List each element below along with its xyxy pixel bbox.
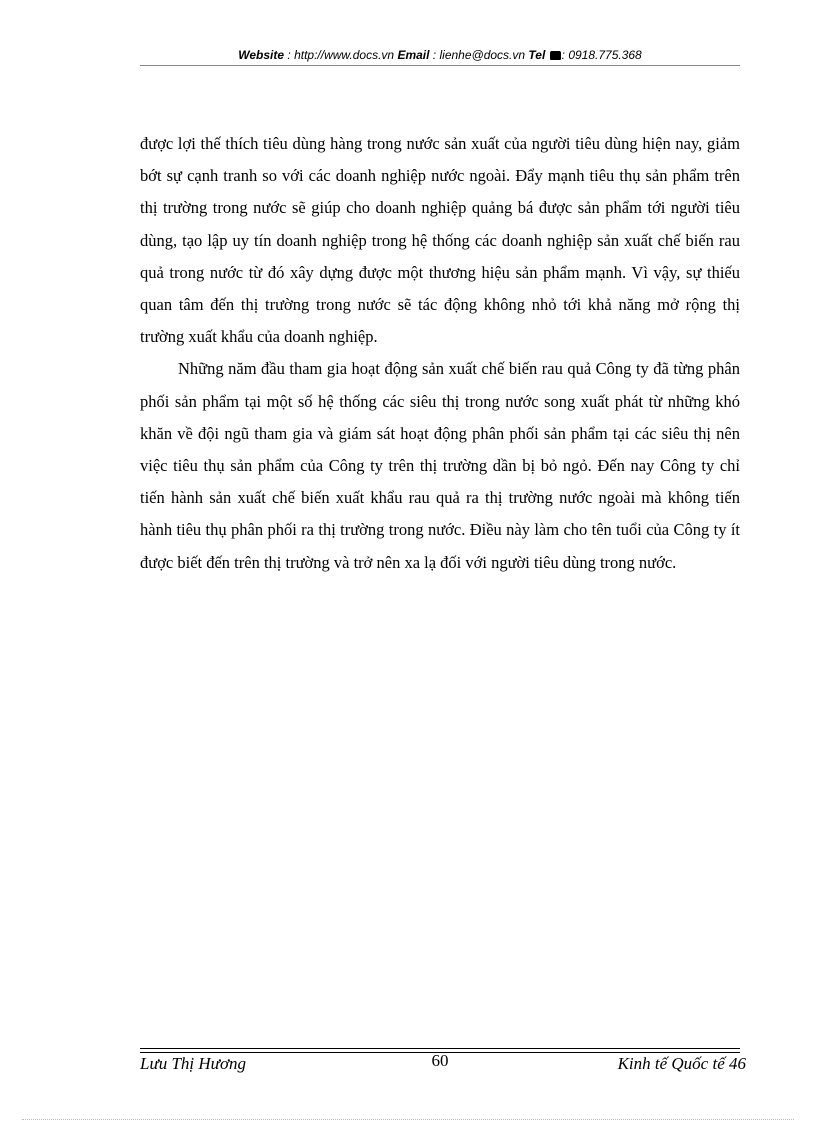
- email-link[interactable]: lienhe@docs.vn: [439, 48, 526, 62]
- tel-label: Tel: [528, 48, 546, 62]
- header-divider: [140, 65, 740, 66]
- website-link[interactable]: http://www.docs.vn: [294, 48, 395, 62]
- website-label: Website: [238, 48, 285, 62]
- email-label: Email: [397, 48, 430, 62]
- paragraph-1: được lợi thế thích tiêu dùng hàng trong nước sản xuất của người tiêu dùng hiện nay, giảm bớt sự cạnh tranh so với các doanh nghiệp nước ngoài. Đẩy mạnh tiêu thụ sản phẩm trên thị trường trong nước sẽ giúp cho doanh nghiệp quảng bá được sản phẩm tới người tiêu dùng, tạo lập uy tín doanh nghiệp trong hệ thống các doanh nghiệp sản xuất chế biến rau quả trong nước từ đó xây dựng được một thương hiệu sản phẩm mạnh. Vì vậy, sự thiếu quan tâm đến thị trường trong nước sẽ tác động không nhỏ tới khả năng mở rộng thị trường xuất khẩu của doanh nghiệp.: [140, 134, 740, 347]
- tel-value: 0918.775.368: [568, 48, 642, 62]
- paragraph-2: Những năm đầu tham gia hoạt động sản xuất chế biến rau quả Công ty đã từng phân phối sản phẩm tại một số hệ thống các siêu thị trong nước song xuất phát từ những khó khăn về đội ngũ tham gia và giám sát hoạt động phân phối sản phẩm tại các siêu thị nên việc tiêu thụ sản phẩm của Công ty trên thị trường dần bị bỏ ngỏ. Đến nay Công ty chỉ tiến hành sản xuất chế biến xuất khẩu rau quả ra thị trường nước ngoài mà không tiến hành tiêu thụ phân phối ra thị trường trong nước. Điều này làm cho tên tuổi của Công ty ít được biết đến trên thị trường và trở nên xa lạ đối với người tiêu dùng trong nước.: [140, 359, 740, 572]
- page-bottom-edge: [22, 1119, 794, 1120]
- page-number: 60: [431, 1051, 449, 1070]
- page-footer: [140, 1051, 746, 1076]
- footer-course: Kinh tế Quốc tế 46: [617, 1054, 746, 1073]
- page-header: Website : http://www.docs.vn Email : lienhe@docs.vn Tel : 0918.775.368: [238, 48, 642, 62]
- footer-author: Lưu Thị Hương: [140, 1054, 247, 1073]
- body-text: [140, 128, 740, 579]
- telephone-icon: [550, 51, 561, 60]
